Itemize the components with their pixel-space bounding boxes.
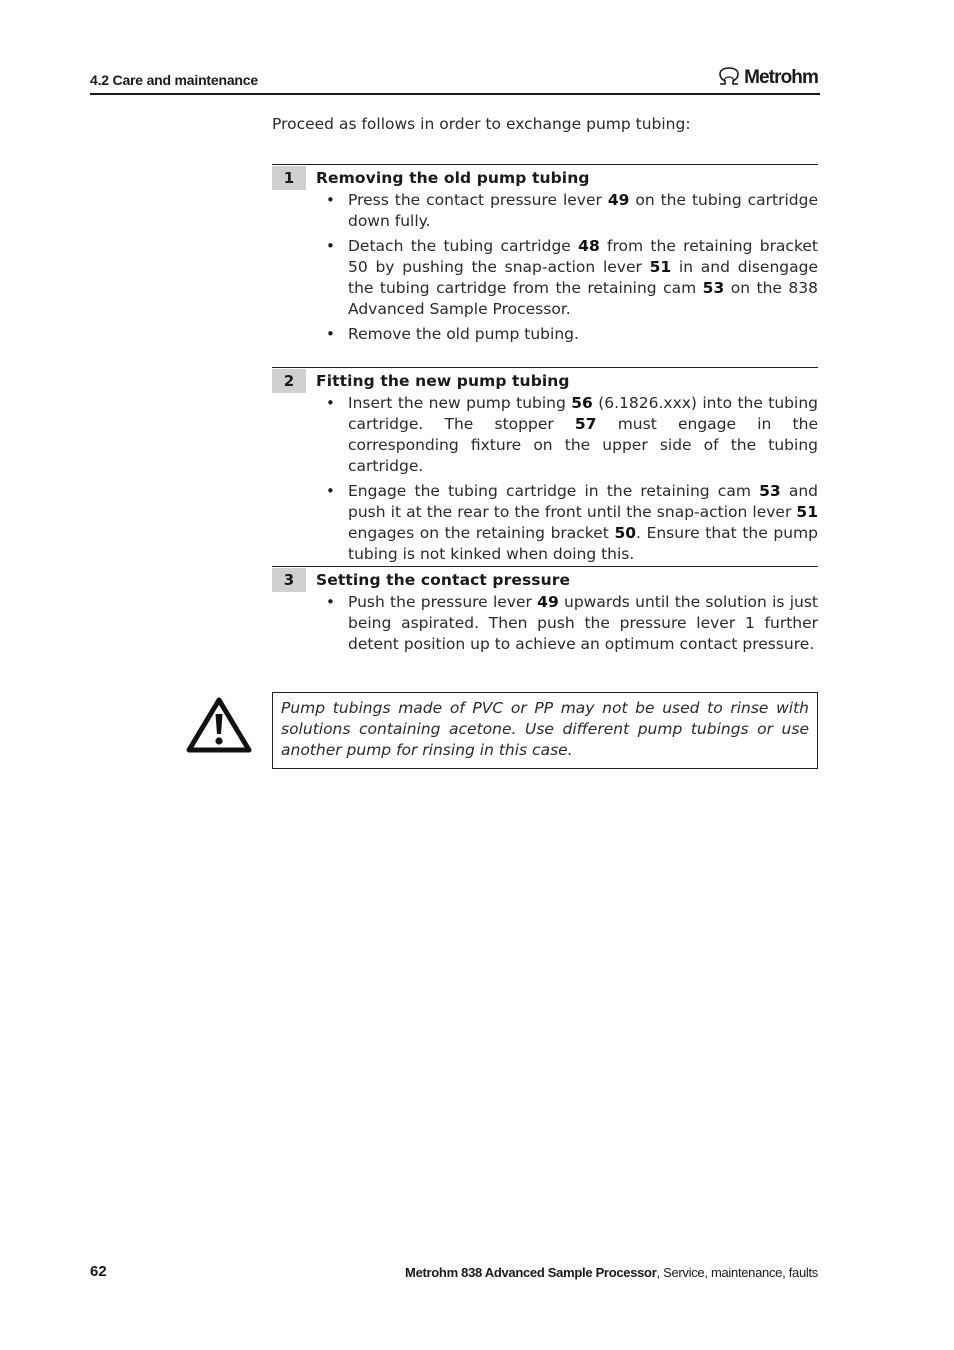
bullet-dot-icon: • [326,325,335,343]
footer-manual-section: , Service, maintenance, faults [656,1265,818,1280]
bullet-text: Insert the new pump tubing 56 (6.1826.xxx) into the tubing cartridge. The stopper 57 must engage in the corresponding fixture on the upper side of the tubing cartridge. [348,394,818,475]
step-number: 2 [272,369,306,393]
item-reference-number: 51 [796,503,818,521]
logo-wordmark: Metrohm [744,67,818,88]
page-number: 62 [90,1263,107,1280]
step-1 [272,164,818,349]
step-number: 3 [272,568,306,592]
warning-note: Pump tubings made of PVC or PP may not be used to rinse with solutions containing acetone. Use different pump tubings or use another pump for rinsing in this case. [272,692,818,769]
bullet-text: Detach the tubing cartridge 48 from the retaining bracket 50 by pushing the snap-action lever 51 in and disengage the tubing cartridge from the retaining cam 53 on the 838 Advanced Sample Processor. [348,237,818,318]
bullet-item [272,393,818,477]
item-reference-number: 50 [614,524,637,542]
bullet-text: Push the pressure lever 49 upwards until the solution is just being aspirated. Then push the pressure lever 1 further detent position up to achieve an optimum contact pressure. [348,593,818,653]
footer-product-name: Metrohm 838 Advanced Sample Processor [405,1265,657,1280]
bullet-text: Press the contact pressure lever 49 on the tubing cartridge down fully. [348,191,818,230]
item-reference-number: 49 [537,593,559,611]
bullet-text: Engage the tubing cartridge in the retaining cam 53 and push it at the rear to the front until the snap-action lever 51 engages on the retaining bracket 50. Ensure that the pump tubing is not kinked when doing this. [348,482,818,563]
bullet-dot-icon: • [326,191,335,209]
item-reference-number: 56 [571,394,593,412]
step-bullet-list [272,592,818,655]
bullet-item [272,592,818,655]
step-bullet-list [272,393,818,565]
footer-document-title [405,1265,818,1280]
step-number: 1 [272,166,306,190]
step-2 [272,367,818,569]
bullet-item [272,324,818,345]
item-reference-number: 53 [759,482,781,500]
item-reference-number: 53 [702,279,725,297]
item-reference-number: 57 [574,415,597,433]
intro-text: Proceed as follows in order to exchange pump tubing: [272,115,691,133]
bullet-dot-icon: • [326,237,335,255]
step-title: Removing the old pump tubing [316,168,590,187]
bullet-item [272,190,818,232]
bullet-dot-icon: • [326,482,335,500]
bullet-item [272,236,818,320]
step-title: Setting the contact pressure [316,570,571,589]
omega-icon [718,67,740,89]
metrohm-logo [718,66,818,90]
item-reference-number: 51 [649,258,672,276]
bullet-dot-icon: • [326,394,335,412]
step-3 [272,566,818,659]
step-title: Fitting the new pump tubing [316,371,570,390]
item-reference-number: 49 [607,191,630,209]
warning-triangle-icon [186,697,252,757]
step-bullet-list [272,190,818,345]
bullet-dot-icon: • [326,593,335,611]
bullet-text: Remove the old pump tubing. [348,325,579,343]
header-section-title: 4.2 Care and maintenance [90,72,258,88]
item-reference-number: 48 [578,237,600,255]
bullet-item [272,481,818,565]
header-divider [90,93,820,95]
